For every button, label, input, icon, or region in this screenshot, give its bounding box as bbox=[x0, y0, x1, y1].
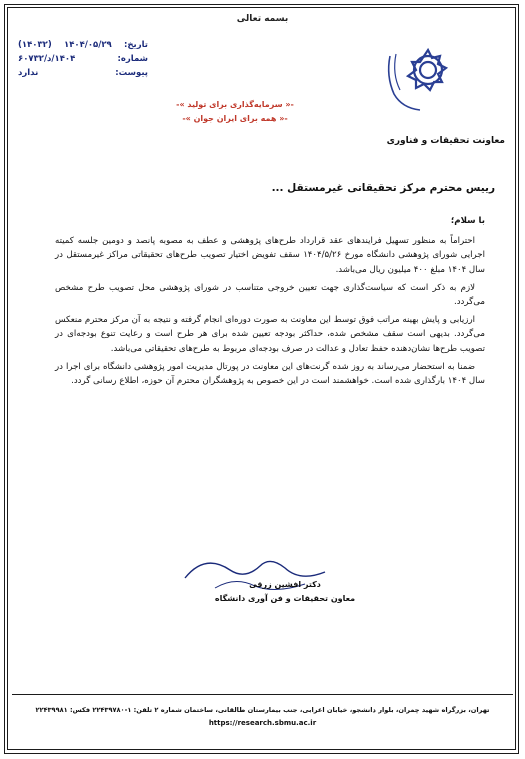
slogan-1: -« سرمایه‌گذاری برای تولید »- bbox=[176, 100, 294, 109]
greeting: با سلام؛ bbox=[450, 216, 485, 226]
footer bbox=[20, 704, 505, 730]
signer-name: دکتر افشین زرقی bbox=[249, 580, 321, 589]
paragraph-2: لازم به ذکر است که سیاست‌گذاری جهت تعیین خروجی متناسب در شورای پژوهشی محل تصویب طرح مشخص می‌گردد. bbox=[55, 282, 485, 308]
meta-attachment-value: ندارد bbox=[18, 68, 39, 78]
letter-body bbox=[55, 214, 485, 392]
signature-block bbox=[205, 578, 365, 606]
footer-divider bbox=[12, 694, 513, 695]
letter-meta bbox=[18, 38, 148, 80]
department-name: معاونت تحقیقات و فناوری bbox=[386, 136, 505, 146]
signer-title: معاون تحقیقات و فن آوری دانشگاه bbox=[214, 594, 356, 603]
paragraph-3: ارزیابی و پایش بهینه مراتب فوق توسط این معاونت به صورت دوره‌ای انجام گرفته و نتیجه به آن مرکز محترم منعکس می‌گردد. بدیهی است سقف مشخص شده، حداکثر بودجه تعیین شده برای هر طرح است و رعایت تنوع بودجه‌ای در تصویب طرح‌ها نشان‌دهنده حفظ تعادل و عدالت در صرف بودجه‌ای مربوط به طرح‌های تحقیقاتی می‌باشد. bbox=[55, 315, 485, 354]
meta-number-value: ۱۴۰۴/د/۶۰۷۳۲ bbox=[18, 54, 76, 64]
paragraph-1: احتراماً به منظور تسهیل فرایندهای عقد قرارداد طرح‌های پژوهشی و عطف به مصوبه پانصد و دومین جلسه کمیته اجرایی شورای پژوهشی دانشگاه مورخ ۱۴۰۴/۵/۲۶ سقف تفویض اختیار تصویب طرح‌های تحقیقاتی مراکز غیرمستقل در سال ۱۴۰۴ مبلغ ۴۰۰ میلیون ریال می‌باشد. bbox=[55, 236, 485, 275]
footer-url: https://research.sbmu.ac.ir bbox=[208, 719, 317, 727]
meta-date-extra: (۱۴۰۳۲) bbox=[18, 40, 52, 50]
meta-attachment-label: پیوست: bbox=[115, 68, 148, 78]
meta-number bbox=[18, 52, 148, 66]
university-logo bbox=[380, 36, 460, 116]
meta-date-value: ۱۴۰۴/۰۵/۲۹ bbox=[64, 40, 112, 50]
recipient-title: رییس محترم مرکز تحقیقاتی غیرمستقل ... bbox=[271, 182, 495, 194]
slogan-2: -« همه برای ایران جوان »- bbox=[182, 114, 288, 123]
meta-date-label: تاریخ: bbox=[124, 40, 148, 50]
paragraph-4: ضمنا به استحضار می‌رساند به روز شده گرنت‌های این معاونت در پورتال مدیریت امور پژوهشی دانشگاه برای اجرا در سال ۱۴۰۴ بارگذاری شده است. خواهشمند است در این خصوص به پژوهشگران محترم آن حوزه، اطلاع رسانی گردد. bbox=[55, 361, 485, 387]
footer-address: تهران، بزرگراه شهید چمران، بلوار دانشجو، خیابان اعرابی، جنب بیمارستان طالقانی، ساختمان شماره ۲ تلفن: ۱-۲۲۴۳۹۷۸۰ فکس: ۲۲۴۳۹۹۸۱ bbox=[35, 706, 490, 714]
meta-attachment bbox=[18, 66, 148, 80]
meta-date bbox=[18, 38, 148, 52]
slogans bbox=[160, 98, 310, 126]
meta-number-label: شماره: bbox=[117, 54, 148, 64]
invocation: بسمه تعالی bbox=[236, 14, 289, 24]
